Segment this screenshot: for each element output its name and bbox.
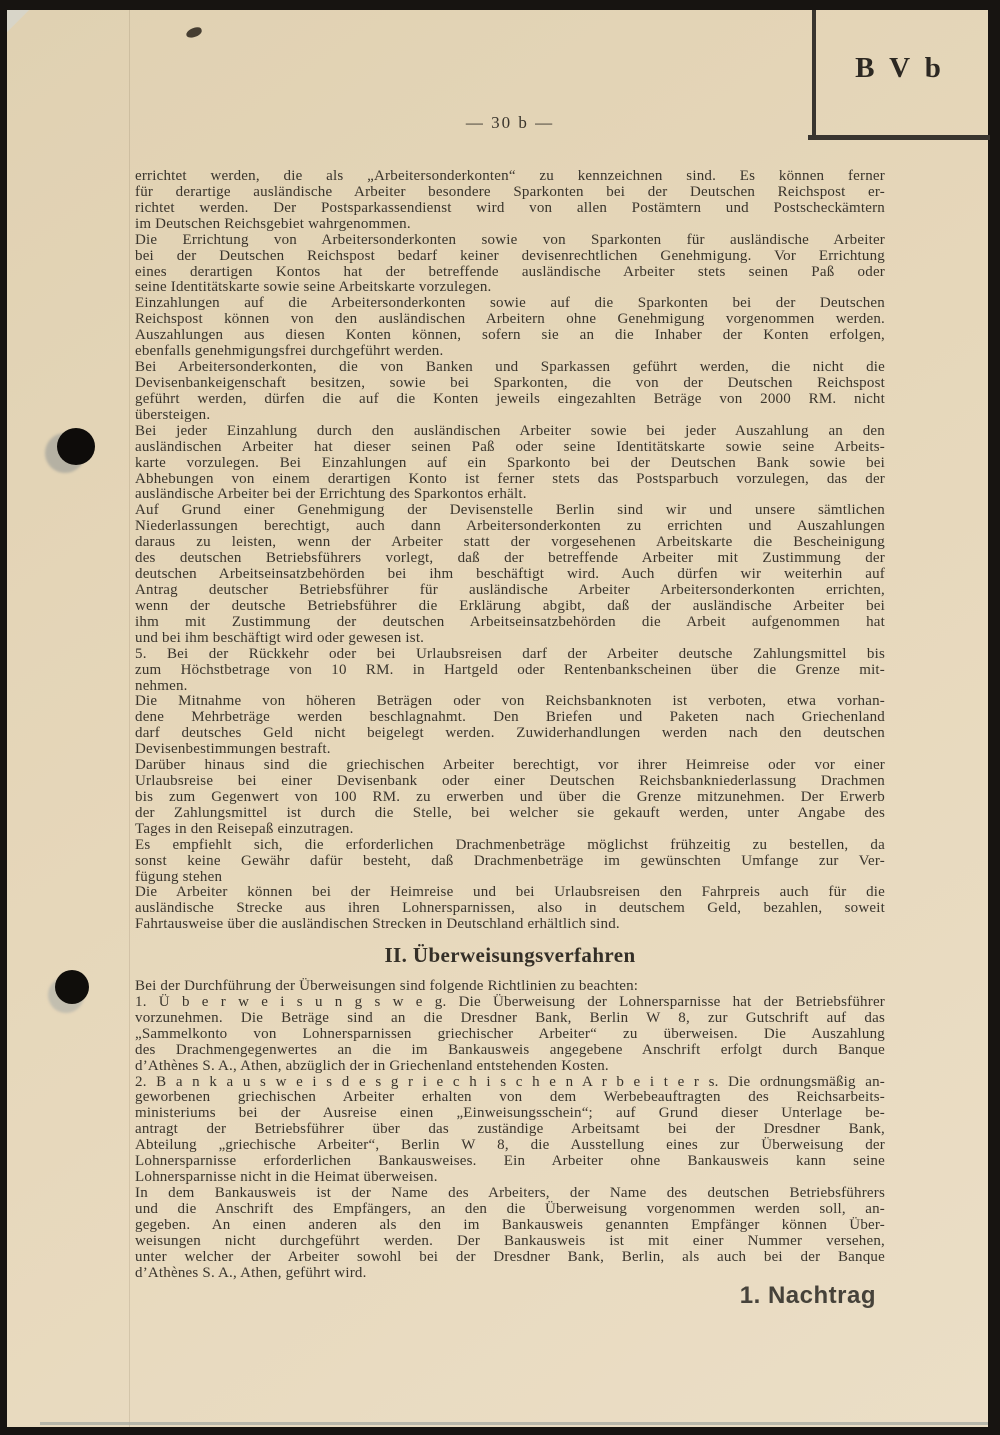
text-line: ausländische Strecke aus ihren Lohnersparnissen, also in deutschem Geld, bezahlen, soweit bbox=[135, 900, 885, 917]
text-line: Reichspost können von den ausländischen Arbeitern ohne Genehmigung vorgenommen werden. bbox=[135, 311, 885, 328]
text-line: „Sammelkonto von Lohnersparnissen griechischer Arbeiter“ zu überweisen. Die Auszahlung bbox=[135, 1025, 885, 1042]
text-line: Devisenbestimmungen bestraft. bbox=[135, 741, 331, 758]
text-line: Urlaubsreise bei einer Devisenbank oder einer Deutschen Reichsbankniederlassung Drachmen bbox=[135, 773, 885, 790]
text-line: der Zahlungsmittel ist durch die Stelle, bei welcher sie gekauft werden, unter Angabe des bbox=[135, 804, 885, 821]
nachtrag-label: 1. Nachtrag bbox=[739, 1282, 876, 1309]
text-line: und die Anschrift des Empfängers, an den die Überweisung vorgenommen werden soll, an- bbox=[135, 1200, 885, 1217]
page-bottom-edge bbox=[40, 1422, 988, 1425]
text-line: fügung stehen bbox=[135, 868, 223, 885]
text-line: Abhebungen von einem derartigen Konto ist ferner stets das Postsparbuch vorzulegen, das der bbox=[135, 470, 885, 487]
text-line: Die Errichtung von Arbeitersonderkonten sowie von Sparkonten für ausländische Arbeiter bbox=[135, 231, 885, 248]
text-line: Einzahlungen auf die Arbeitersonderkonten sowie auf die Sparkonten bei der Deutschen bbox=[135, 295, 885, 312]
paragraph bbox=[135, 296, 885, 360]
paragraph bbox=[135, 1186, 885, 1282]
paragraph bbox=[135, 169, 885, 233]
text-line: seine Identitätskarte sowie seine Arbeitskarte vorzulegen. bbox=[135, 279, 492, 296]
paragraph bbox=[135, 503, 885, 646]
body-text-part2 bbox=[135, 979, 885, 1282]
text-line: weisungen nicht durchgeführt werden. Der Bankausweis ist mit einer Nummer versehen, bbox=[135, 1232, 885, 1249]
classification-box-bottom-border bbox=[808, 135, 990, 140]
text-line: ausländische Arbeiter bei der Errichtung des Sparkontos erhält. bbox=[135, 486, 527, 503]
text-line: Auf Grund einer Genehmigung der Devisenstelle Berlin sind wir und unsere sämtlichen bbox=[135, 502, 885, 519]
paragraph bbox=[135, 885, 885, 933]
paragraph bbox=[135, 1075, 885, 1186]
page-number: — 30 b — bbox=[465, 113, 555, 132]
text-line: Bei jeder Einzahlung durch den ausländischen Arbeiter sowie bei jeder Auszahlung an den bbox=[135, 422, 885, 439]
text-line: ausländischen Arbeiter hat dieser seinen Paß oder seine Identitätskarte sowie seine Arbeits- bbox=[135, 438, 885, 455]
text-line: wenn der deutsche Betriebsführer die Erklärung abgibt, daß der ausländische Arbeiter bei bbox=[135, 597, 885, 614]
text-line: karte vorzulegen. Bei Einzahlungen auf ein Sparkonto bei der Deutschen Bank sowie bei bbox=[135, 454, 885, 471]
text-line: Darüber hinaus sind die griechischen Arbeiter berechtigt, vor ihrer Heimreise oder vor einer bbox=[135, 757, 885, 774]
text-line: Die Arbeiter können bei der Heimreise und bei Urlaubsreisen den Fahrpreis auch für die bbox=[135, 884, 885, 901]
text-line: 1. Ü b e r w e i s u n g s w e g. Die Überweisung der Lohnersparnisse hat der Betriebsführer bbox=[135, 993, 885, 1010]
text-line: ebenfalls genehmigungsfrei durchgeführt werden. bbox=[135, 343, 444, 360]
paragraph bbox=[135, 360, 885, 424]
paragraph bbox=[135, 647, 885, 695]
text-line: darf deutsches Geld nicht beigelegt werden. Zuwiderhandlungen werden nach den deutschen bbox=[135, 725, 885, 742]
text-line: bei der Deutschen Reichspost bedarf keiner devisenrechtlichen Genehmigung. Vor Errichtung bbox=[135, 247, 885, 264]
text-line: eines derartigen Kontos hat der betreffende ausländische Arbeiter stets seinen Paß oder bbox=[135, 263, 885, 280]
text-line: des deutschen Betriebsführers vorlegt, daß der betreffende Arbeiter mit Zustimmung der bbox=[135, 550, 885, 567]
text-line: sonst keine Gewähr dafür besteht, daß Drachmenbeträge im gewünschten Umfange zur Ver- bbox=[135, 852, 885, 869]
paragraph bbox=[135, 838, 885, 886]
text-line: dene Mehrbeträge werden beschlagnahmt. Den Briefen und Paketen nach Griechenland bbox=[135, 709, 885, 726]
text-line: im Deutschen Reichsgebiet wahrgenommen. bbox=[135, 215, 411, 232]
text-line: des Drachmengegenwertes an die im Bankausweis angegebene Anschrift erfolgt durch Banque bbox=[135, 1041, 885, 1058]
text-line: deutschen Arbeitseinsatzbehörden bei ihm beschäftigt wird. Auch dürfen wir weiterhin auf bbox=[135, 566, 885, 583]
text-line: für derartige ausländische Arbeiter besondere Sparkonten bei der Deutschen Reichspost er- bbox=[135, 183, 885, 200]
paragraph bbox=[135, 979, 885, 995]
classification-code: B V b bbox=[855, 52, 945, 84]
punch-hole-top bbox=[57, 428, 95, 465]
text-line: geführt werden, dürfen die auf die Konten jeweils eingezahlten Beträge von 2000 RM. nicht bbox=[135, 390, 885, 407]
text-line: gegeben. An einen anderen als den im Bankausweis genannten Empfänger können Über- bbox=[135, 1216, 885, 1233]
text-line: antragt der Betriebsführer über das zuständige Arbeitsamt bei der Dresdner Bank, bbox=[135, 1121, 885, 1138]
text-line: und bei ihm beschäftigt wird oder gewesen ist. bbox=[135, 629, 425, 646]
text-line: Bei der Durchführung der Überweisungen sind folgende Richtlinien zu beachten: bbox=[135, 978, 639, 994]
text-line: Devisenbankeigenschaft besitzen, sowie bei Sparkonten, die von der Deutschen Reichspost bbox=[135, 374, 885, 391]
body-text-part1 bbox=[135, 169, 885, 933]
text-line: ihm mit Zustimmung der deutschen Arbeitseinsatzbehörden die Arbeit aufgenommen hat bbox=[135, 613, 885, 630]
text-line: zum Höchstbetrage von 10 RM. in Hartgeld oder Rentenbankscheinen über die Grenze mit- bbox=[135, 661, 885, 678]
text-line: Abteilung „griechische Arbeiter“, Berlin W 8, die Ausstellung eines zur Überweisung der bbox=[135, 1137, 885, 1154]
text-line: Die Mitnahme von höheren Beträgen oder von Reichsbanknoten ist verboten, etwa vorhan- bbox=[135, 693, 885, 710]
section-heading: II. Überweisungsverfahren bbox=[384, 943, 636, 967]
paper-crease bbox=[129, 10, 130, 1427]
paragraph bbox=[135, 233, 885, 297]
text-line: errichtet werden, die als „Arbeitersonderkonten“ zu kennzeichnen sind. Es können ferner bbox=[135, 168, 885, 184]
paragraph bbox=[135, 694, 885, 758]
text-line: unter welcher der Arbeiter sowohl bei der Dresdner Bank, Berlin, als auch bei der Banque bbox=[135, 1248, 885, 1265]
text-line: bis zum Gegenwert von 100 RM. zu erwerben und über die Grenze mitzunehmen. Der Erwerb bbox=[135, 788, 885, 805]
text-line: Tages in den Reisepaß einzutragen. bbox=[135, 820, 354, 837]
text-line: Es empfiehlt sich, die erforderlichen Drachmenbeträge möglichst frühzeitig zu bestellen, da bbox=[135, 836, 885, 853]
text-line: 2. B a n k a u s w e i s d e s g r i e c h i s c h e n A r b e i t e r s. Die ordnungsmäßig an- bbox=[135, 1073, 885, 1090]
text-line: Fahrtausweise über die ausländischen Strecken in Deutschland erhältlich sind. bbox=[135, 916, 620, 933]
paragraph bbox=[135, 424, 885, 504]
text-line: Niederlassungen berechtigt, auch dann Arbeitersonderkonten zu errichten und Auszahlungen bbox=[135, 518, 885, 535]
text-line: richtet werden. Der Postsparkassendienst wird von allen Postämtern und Postscheckämtern bbox=[135, 199, 885, 216]
text-line: übersteigen. bbox=[135, 406, 211, 423]
text-line: daraus zu leisten, wenn der Arbeiter statt der vorgesehenen Arbeitskarte die Bescheinigung bbox=[135, 534, 885, 551]
text-line: ministeriums bei der Ausreise einen „Einweisungsschein“; auf Grund dieser Unterlage be- bbox=[135, 1105, 885, 1122]
punch-hole-bottom bbox=[55, 970, 89, 1004]
text-line: d’Athènes S. A., Athen, geführt wird. bbox=[135, 1264, 367, 1281]
text-line: Auszahlungen aus diesen Konten können, sofern sie an die Inhaber der Konten erfolgen, bbox=[135, 327, 885, 344]
text-line: vorzunehmen. Die Beträge sind an die Dresdner Bank, Berlin W 8, zur Gutschrift auf das bbox=[135, 1009, 885, 1026]
text-line: Lohnersparnisse nicht in die Heimat überweisen. bbox=[135, 1169, 438, 1186]
text-line: 5. Bei der Rückkehr oder bei Urlaubsreisen darf der Arbeiter deutsche Zahlungsmittel bis bbox=[135, 645, 885, 662]
text-line: nehmen. bbox=[135, 677, 188, 694]
text-line: In dem Bankausweis ist der Name des Arbeiters, der Name des deutschen Betriebsführers bbox=[135, 1184, 885, 1201]
text-line: geworbenen griechischen Arbeiter erhalten von dem Werbebeauftragten des Reichsarbeits- bbox=[135, 1089, 885, 1106]
underlying-page-edge bbox=[7, 10, 31, 38]
paragraph bbox=[135, 995, 885, 1075]
paragraph bbox=[135, 758, 885, 838]
text-line: d’Athènes S. A., Athen, abzüglich der in Griechenland entstehenden Kosten. bbox=[135, 1057, 609, 1074]
text-line: Bei Arbeitersonderkonten, die von Banken und Sparkassen geführt werden, die nicht die bbox=[135, 359, 885, 376]
text-line: Antrag deutscher Betriebsführer für ausländische Arbeiter Arbeitersonderkonten errichten, bbox=[135, 581, 885, 598]
text-line: Lohnersparnisse erforderlichen Bankausweises. Ein Arbeiter ohne Bankausweis kann seine bbox=[135, 1153, 885, 1170]
